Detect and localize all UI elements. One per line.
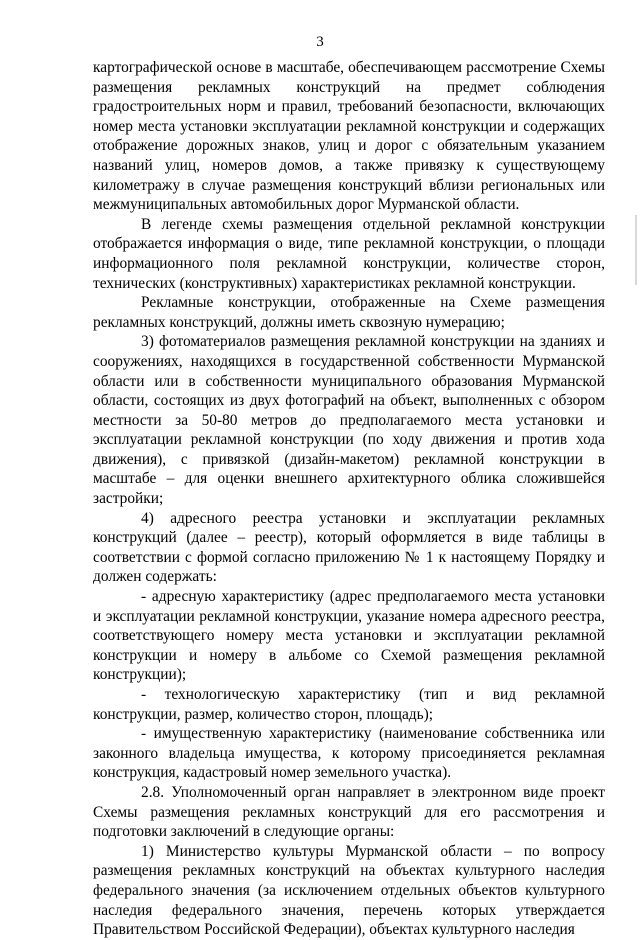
paragraph-2: В легенде схемы размещения отдельной рекламной конструкции отображается информация о виде, типе рекламной конструкции, о площади информационного поля рекламной конструкции, количестве сторон, технических (конструктивных) характеристиках рекламной конструкции. bbox=[93, 215, 605, 292]
paragraph-8: - имущественную характеристику (наименование собственника или законного владельца имущества, к которому присоединяется рекламная конструкция, кадастровый номер земельного участка). bbox=[93, 725, 605, 782]
page-number: 3 bbox=[316, 34, 324, 50]
scan-edge-mark bbox=[635, 215, 637, 285]
document-body bbox=[93, 58, 605, 940]
paragraph-9: 2.8. Уполномоченный орган направляет в электронном виде проект Схемы размещения рекламных конструкций для его рассмотрения и подготовки заключений в следующие органы: bbox=[93, 783, 605, 841]
paragraph-7: - технологическую характеристику (тип и вид рекламной конструкции, размер, количество сторон, площадь); bbox=[93, 686, 605, 723]
paragraph-1: картографической основе в масштабе, обеспечивающем рассмотрение Схемы размещения рекламных конструкций на предмет соблюдения градостроительных норм и правил, требований безопасности, включающих номер места установки эксплуатации рекламной конструкции и содержащих отображение дорожных знаков, улиц и дорог с обязательным указанием названий улиц, номеров домов, а также привязку к существующему километражу в случае размещения конструкций вблизи региональных или межмуниципальных автомобильных дорог Мурманской области. bbox=[93, 59, 605, 214]
paragraph-10: 1) Министерство культуры Мурманской области – по вопросу размещения рекламных конструкций на объектах культурного наследия федерального значения (за исключением отдельных объектов культурного наследия федерального значения, перечень которых утверждается Правительством Российской Федерации), объектах культурного наследия bbox=[93, 842, 605, 939]
paragraph-6: - адресную характеристику (адрес предполагаемого места установки и эксплуатации рекламной конструкции, указание номера адресного реестра, соответствующего номеру места установки и эксплуатации рекламной конструкции и номеру в альбоме со Схемой размещения рекламной конструкции); bbox=[93, 588, 605, 684]
paragraph-5: 4) адресного реестра установки и эксплуатации рекламных конструкций (далее – реестр), который оформляется в виде таблицы в соответствии с формой согласно приложению № 1 к настоящему Порядку и должен содержать: bbox=[93, 509, 605, 586]
paragraph-4: 3) фотоматериалов размещения рекламной конструкции на зданиях и сооружениях, находящихся в государственной собственности Мурманской области или в собственности муниципального образования Мурманской области, состоящих из двух фотографий на объект, выполненных с обзором местности за 50-80 метров до предполагаемого места установки и эксплуатации рекламной конструкции (по ходу движения и против хода движения), с привязкой (дизайн-макетом) рекламной конструкции в масштабе – для оценки внешнего архитектурного облика сложившейся застройки; bbox=[93, 333, 605, 508]
paragraph-3: Рекламные конструкции, отображенные на Схеме размещения рекламных конструкций, должны иметь сквозную нумерацию; bbox=[93, 294, 605, 331]
